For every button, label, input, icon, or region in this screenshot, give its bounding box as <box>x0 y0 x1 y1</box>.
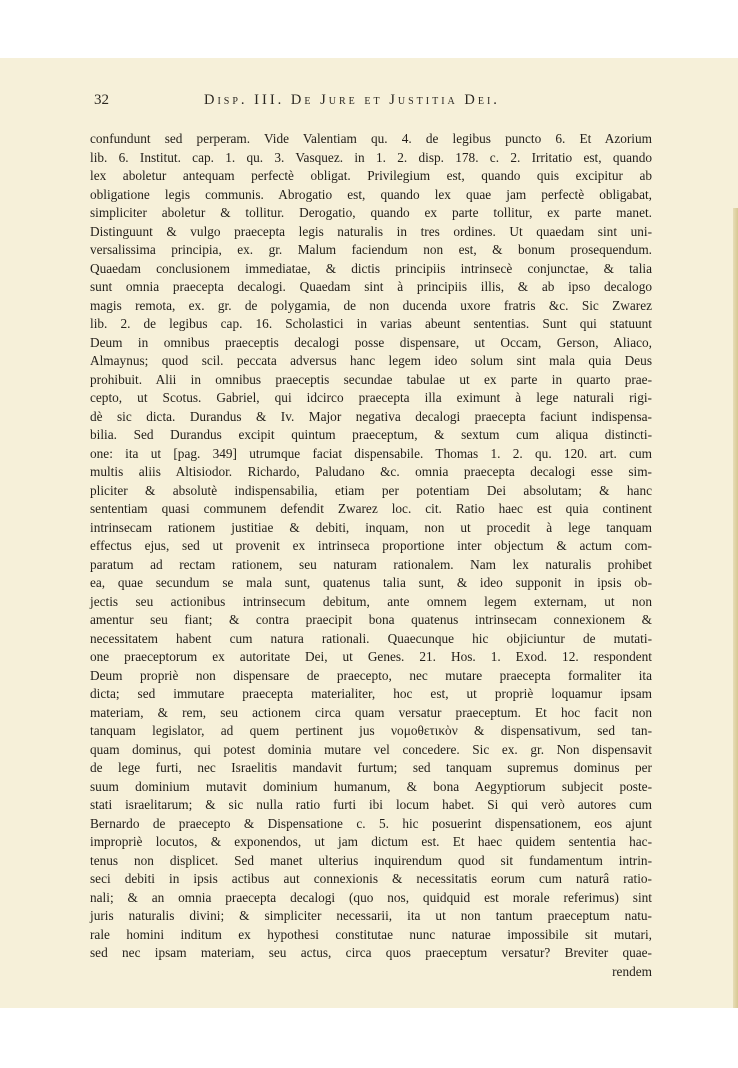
text-line: suum dominium mutavit dominium humanum, & bona Aegyptiorum subjecit poste- <box>90 778 652 794</box>
text-line: paratum ad rectam rationem, seu naturam rationalem. Nam lex naturalis prohibet <box>90 556 652 572</box>
text-line: dicta; sed immutare praecepta materialiter, hoc est, ut propriè loquamur ipsam <box>90 686 652 701</box>
text-line: amentur seu fiant; & contra praecipit bona quatenus intrinsecam connexionem & <box>90 612 652 627</box>
text-line: one: ita ut [pag. 349] utrumque faciat dispensabile. Thomas 1. 2. qu. 120. art. cum <box>90 445 652 461</box>
text-line: versalissima principia, ex. gr. Malum faciendum non est, & bonum prosequendum. <box>90 242 652 257</box>
text-line: lib. 6. Institut. cap. 1. qu. 3. Vasquez. in 1. 2. disp. 178. c. 2. Irritatio est, quando <box>90 149 652 165</box>
text-line: dè sic dicta. Durandus & Iv. Major negativa decalogi praecepta faciunt indispensa- <box>90 408 652 424</box>
text-line: quam dominus, qui potest dominia mutare vel concedere. Sic ex. gr. Non dispensavit <box>90 741 652 757</box>
running-title: Disp. III. De Jure et Justitia Dei. <box>204 92 500 108</box>
text-line: Almaynus; quod scil. peccata adversus hanc legem ideo solum sint mala quia Deus <box>90 353 652 368</box>
book-page <box>0 58 738 1008</box>
text-line: materiam, & rem, seu actionem circa quam versatur praeceptum. Et hoc facit non <box>90 704 652 720</box>
text-line: juris naturalis divini; & simpliciter necessarii, ita ut non tantum praeceptum natu- <box>90 908 652 923</box>
text-line: nali; & an omnia praecepta decalogi (quo nos, quidquid est morale referimus) sint <box>90 889 652 905</box>
text-line: sed nec ipsam materiam, seu actus, circa quos praeceptum versatur? Breviter quae- <box>90 945 652 960</box>
text-line: Distinguunt & vulgo praecepta legis naturalis in tres ordines. Ut quaedam sint uni- <box>90 223 652 239</box>
text-line: effectus ejus, sed ut provenit ex intrinseca proportione inter objectum & actum com- <box>90 538 652 553</box>
text-line: tanquam legislator, ad quem pertinent jus νομοθετικὸν & dispensativum, sed tan- <box>90 723 652 738</box>
text-line: jectis seu actionibus intrinsecum debitum, ante omnem legem externam, ut non <box>90 593 652 609</box>
text-line: Deum in omnibus praeceptis decalogi posse dispensare, ut Occam, Gerson, Aliaco, <box>90 334 652 350</box>
text-line: de lege furti, nec Israelitis mandavit furtum; sed tanquam supremus dominus per <box>90 760 652 775</box>
text-line: intrinsecam rationem justitiae & debiti, inquam, non ut procedit à lege tanquam <box>90 519 652 535</box>
text-line: obligatione legis communis. Abrogatio est, quando lex quae jam perfectè obligabat, <box>90 186 652 202</box>
text-line: rendem <box>612 963 652 979</box>
text-line: one praeceptorum ex autoritate Dei, ut Genes. 21. Hos. 1. Exod. 12. respondent <box>90 649 652 664</box>
text-line: rale homini inditum ex hypothesi constitutae nunc naturae impossibile sit mutari, <box>90 926 652 942</box>
text-line: Deum propriè non dispensare de praecepto, nec mutare praecepta formaliter ita <box>90 667 652 683</box>
text-line: confundunt sed perperam. Vide Valentiam qu. 4. de legibus puncto 6. Et Azorium <box>90 131 652 146</box>
text-line: Quaedam conclusionem immediatae, & dictis principiis intrinsecè conjunctae, & talia <box>90 260 652 276</box>
text-line: lex aboletur antequam perfectè obligat. Privilegium est, quando quis excipitur ab <box>90 168 652 183</box>
body-text <box>90 130 652 981</box>
text-line: multis aliis Altisiodor. Richardo, Paludano &c. omnia praecepta decalogi esse sim- <box>90 464 652 479</box>
text-line: seci debiti in ipsis actibus aut connexionis & necessitatis eorum cum naturâ ratio- <box>90 871 652 886</box>
text-line: magis remota, ex. gr. de polygamia, de non ducenda uxore fratris &c. Sic Zwarez <box>90 297 652 313</box>
text-line: sententiam quasi communem defendit Zwarez loc. cit. Ratio haec est quia continent <box>90 501 652 516</box>
text-line: sunt omnia praecepta decalogi. Quaedam sint à principiis illis, & ab ipso decalogo <box>90 279 652 294</box>
text-line: impropriè locutos, & exponendos, ut jam dictum est. Et haec quidem sententia hac- <box>90 834 652 849</box>
text-line: tenus non displicet. Sed manet ulterius inquirendum quod sit fundamentum intrin- <box>90 852 652 868</box>
text-line: simpliciter aboletur & tollitur. Derogatio, quando ex parte tollitur, ex parte manet. <box>90 205 652 220</box>
text-line: bilia. Sed Durandus excipit quintum praeceptum, & sextum cum aliqua distincti- <box>90 427 652 442</box>
running-header <box>94 92 650 112</box>
text-line: stati israelitarum; & sic nulla ratio furti ibi locum habet. Si qui verò autores cum <box>90 797 652 812</box>
text-line: lib. 2. de legibus cap. 16. Scholastici in varias abeunt sententias. Sunt qui statuunt <box>90 316 652 331</box>
text-line: pliciter & absolutè indispensabilia, etiam per potentiam Dei absolutam; & hanc <box>90 482 652 498</box>
page-number: 32 <box>94 92 109 108</box>
text-line: cepto, ut Scotus. Gabriel, qui idcirco praecepta illa eximunt à lege naturali rigi- <box>90 390 652 405</box>
text-line: necessitatem habent cum natura rationali. Quaecunque hic objiciuntur de mutati- <box>90 630 652 646</box>
text-line: prohibuit. Alii in omnibus praeceptis secundae tabulae ut ex parte in quarto prae- <box>90 371 652 387</box>
text-line: Bernardo de praecepto & Dispensatione c. 5. hic posuerint dispensationem, eos ajunt <box>90 815 652 831</box>
page-edge-shadow <box>733 208 738 1008</box>
text-line: ea, quae secundum se mala sunt, quatenus talia sunt, & ideo supponit in ipsis ob- <box>90 575 652 590</box>
